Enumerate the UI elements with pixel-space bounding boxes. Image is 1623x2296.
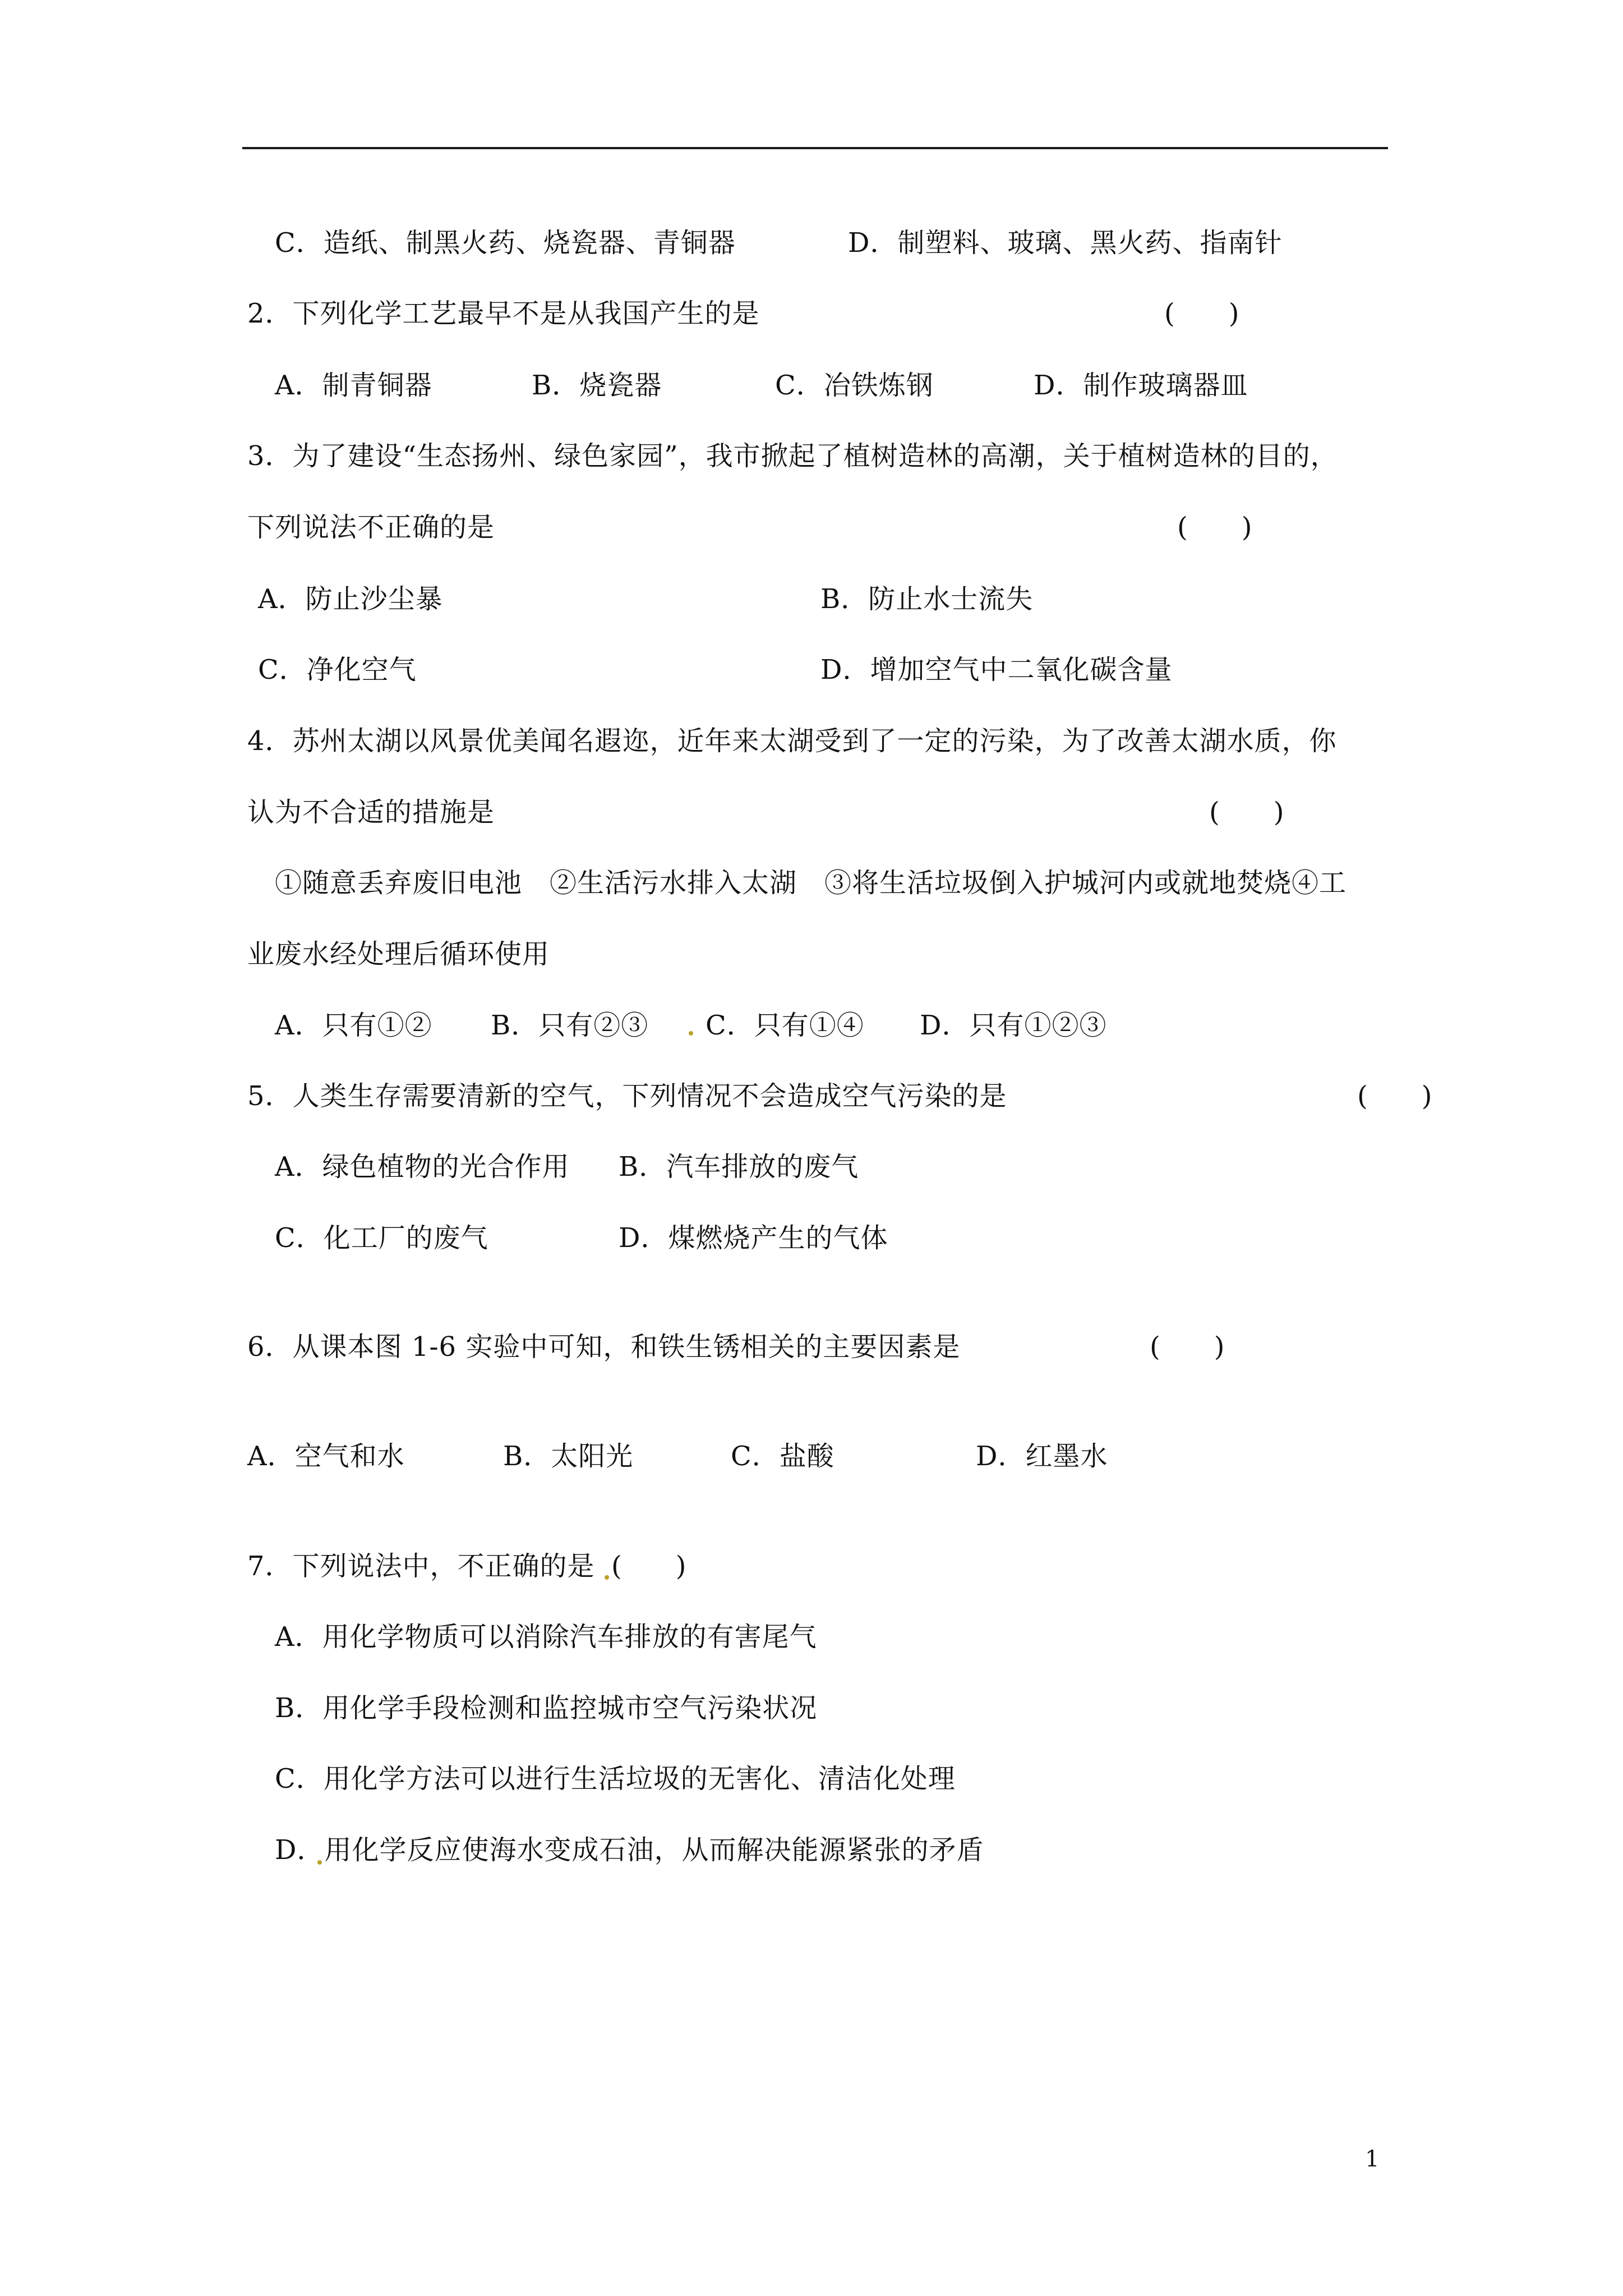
q4-answer-blank: ( ) xyxy=(1209,797,1284,828)
page-number: 1 xyxy=(1365,2146,1380,2172)
q6-option-d: D．红墨水 xyxy=(976,1441,1108,1472)
q6-option-b: B．太阳光 xyxy=(503,1441,634,1472)
q2-answer-blank: ( ) xyxy=(1164,298,1239,329)
q5-option-b: B．汽车排放的废气 xyxy=(619,1151,859,1182)
q2-option-c: C．冶铁炼钢 xyxy=(775,370,934,401)
q2-option-a: A．制青铜器 xyxy=(275,370,432,401)
q5-answer-blank: ( ) xyxy=(1357,1080,1432,1112)
q2-option-b: B．烧瓷器 xyxy=(532,370,662,401)
q6-answer-blank: ( ) xyxy=(1150,1331,1225,1363)
q4-option-d: D．只有①②③ xyxy=(920,1010,1107,1041)
q2-option-d: D．制作玻璃器皿 xyxy=(1034,370,1248,401)
q1-option-c: C．造纸、制黑火药、烧瓷器、青铜器 xyxy=(275,227,736,259)
q4-option-a: A．只有①② xyxy=(275,1010,432,1041)
q4-option-c: C．只有①④ xyxy=(706,1010,864,1041)
q3-option-b: B．防止水士流失 xyxy=(820,583,1034,615)
q5-option-a: A．绿色植物的光合作用 xyxy=(275,1151,570,1182)
q4-option-b: B．只有②③ xyxy=(491,1010,649,1041)
stray-mark xyxy=(605,1575,609,1580)
q3-stem-line-2: 下列说法不正确的是 xyxy=(247,512,495,543)
q1-option-d: D．制塑料、玻璃、黑火药、指南针 xyxy=(848,227,1283,259)
q6-stem: 6．从课本图 1-6 实验中可知，和铁生锈相关的主要因素是 xyxy=(247,1331,961,1363)
stray-mark xyxy=(689,1031,693,1036)
q7-option-d: D．用化学反应使海水变成石油，从而解决能源紧张的矛盾 xyxy=(275,1834,984,1866)
q3-option-c: C．净化空气 xyxy=(258,654,417,685)
q7-answer-blank: ( ) xyxy=(611,1550,686,1582)
q6-option-c: C．盐酸 xyxy=(731,1441,834,1472)
q4-items-line-2: 业废水经处理后循环使用 xyxy=(247,938,550,970)
q7-option-a: A．用化学物质可以消除汽车排放的有害尾气 xyxy=(275,1621,817,1653)
q5-stem: 5．人类生存需要清新的空气，下列情况不会造成空气污染的是 xyxy=(247,1080,1007,1112)
q7-stem: 7．下列说法中，不正确的是 xyxy=(247,1550,595,1582)
q7-option-b: B．用化学手段检测和监控城市空气污染状况 xyxy=(275,1692,818,1724)
q4-items-line-1: ①随意丢弃废旧电池 ②生活污水排入太湖 ③将生活垃圾倒入护城河内或就地焚烧④工 xyxy=(275,867,1347,899)
header-rule xyxy=(242,147,1388,149)
q7-option-c: C．用化学方法可以进行生活垃圾的无害化、清洁化处理 xyxy=(275,1763,956,1795)
q5-option-c: C．化工厂的废气 xyxy=(275,1222,488,1254)
q3-option-d: D．增加空气中二氧化碳含量 xyxy=(820,654,1173,685)
q2-stem: 2．下列化学工艺最早不是从我国产生的是 xyxy=(247,298,760,329)
q5-option-d: D．煤燃烧产生的气体 xyxy=(619,1222,888,1254)
q3-option-a: A．防止沙尘暴 xyxy=(258,583,443,615)
q6-option-a: A．空气和水 xyxy=(247,1441,405,1472)
q4-stem-line-1: 4．苏州太湖以风景优美闻名遐迩，近年来太湖受到了一定的污染，为了改善太湖水质，你 xyxy=(247,725,1337,757)
q4-stem-line-2: 认为不合适的措施是 xyxy=(247,797,495,828)
q3-answer-blank: ( ) xyxy=(1177,512,1252,543)
q3-stem-line-1: 3．为了建设“生态扬州、绿色家园”，我市掀起了植树造林的高潮，关于植树造林的目的， xyxy=(247,440,1338,472)
